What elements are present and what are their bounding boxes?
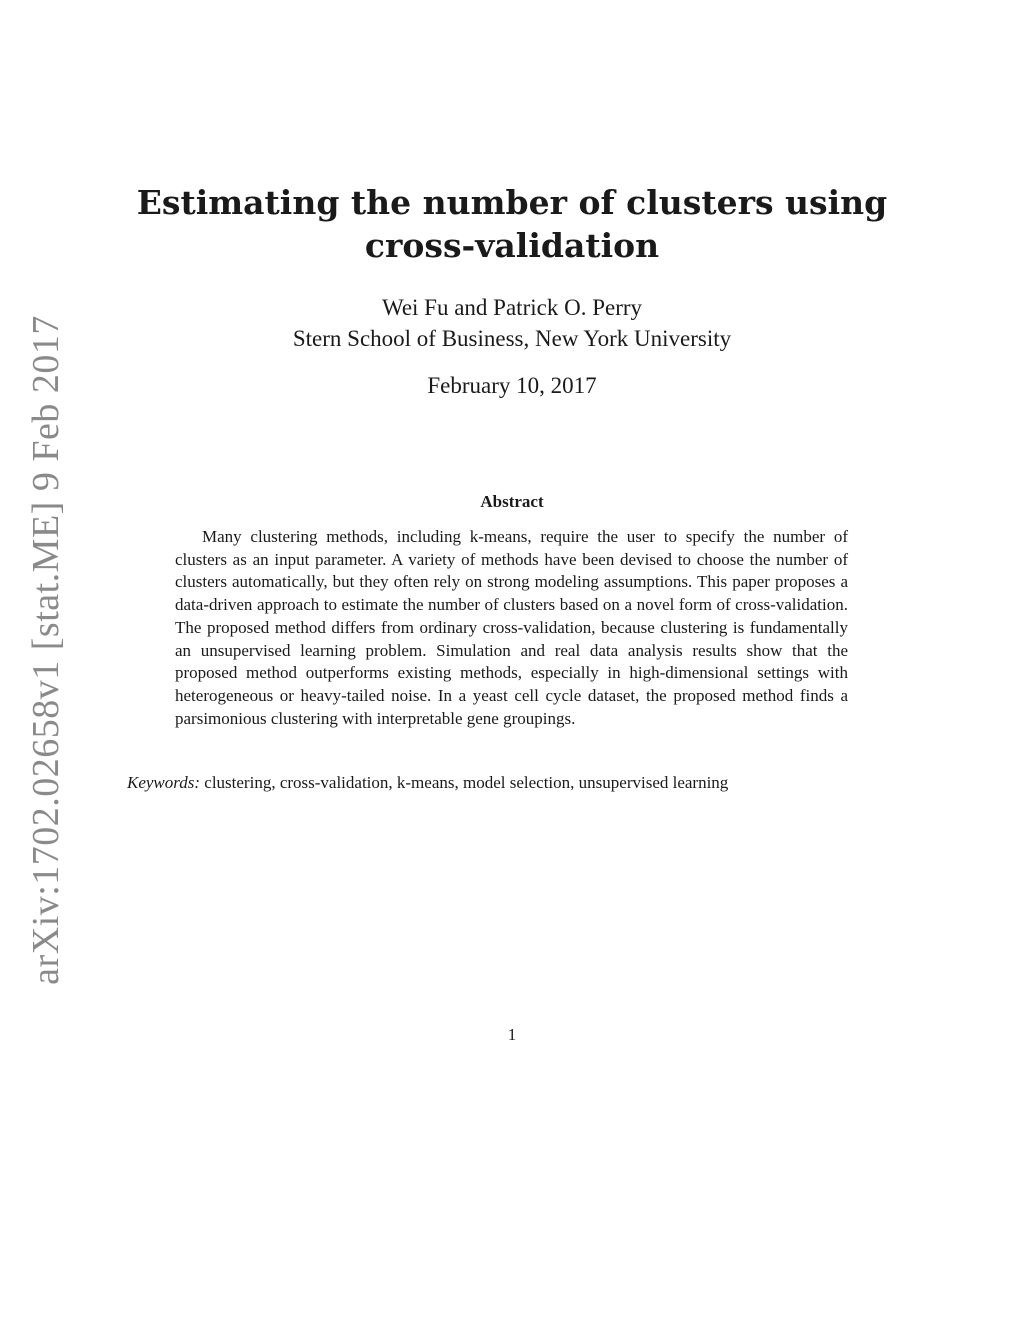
paper-affiliation: Stern School of Business, New York University	[292, 326, 732, 351]
keywords-label: Keywords:	[127, 773, 201, 792]
keywords-text: clustering, cross-validation, k-means, model selection, unsupervised learning	[204, 773, 729, 792]
paper-date: February 10, 2017	[427, 373, 597, 398]
abstract-heading: Abstract	[480, 492, 544, 511]
paper-authors: Wei Fu and Patrick O. Perry	[381, 295, 643, 320]
paper-title	[0, 181, 1024, 267]
paper-title-line2: cross-validation	[364, 226, 660, 265]
abstract-body: Many clustering methods, including k-means, require the user to specify the number of clusters as an input parameter. A variety of methods have been devised to choose the number of clusters automatically, but they often rely on strong modeling assumptions. This paper proposes a data-driven approach to estimate the number of clusters based on a novel form of cross-validation. The proposed method differs from ordinary cross-validation, because clustering is fundamentally an unsupervised learning problem. Simulation and real data analysis results show that the proposed method outperforms existing methods, especially in high-dimensional settings with heterogeneous or heavy-tailed noise. In a yeast cell cycle dataset, the proposed method finds a parsimonious clustering with interpretable gene groupings.	[175, 527, 848, 728]
arxiv-identifier[interactable]: arXiv:1702.02658v1 [stat.ME] 9 Feb 2017	[25, 315, 67, 985]
paper-title-line1: Estimating the number of clusters using	[136, 183, 888, 222]
keywords-line	[127, 773, 887, 793]
page-number: 1	[507, 1025, 517, 1044]
